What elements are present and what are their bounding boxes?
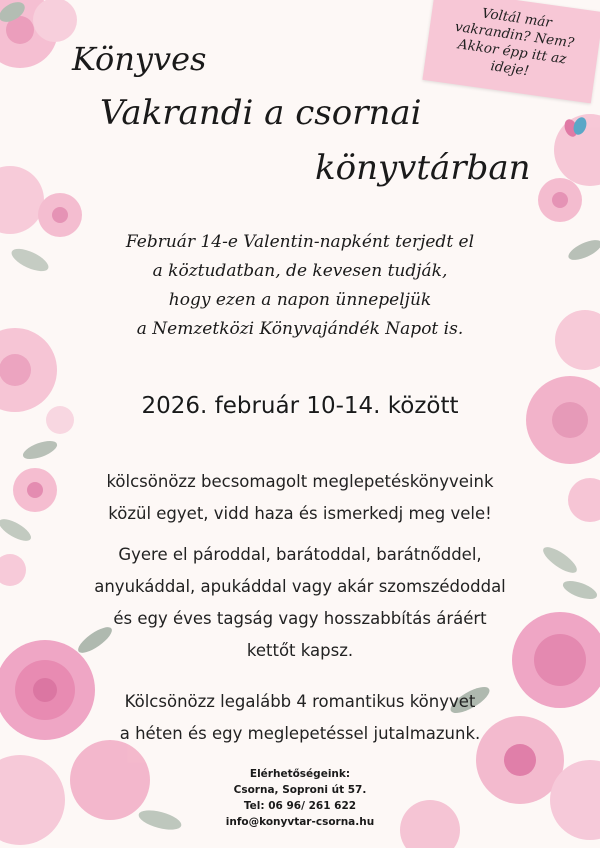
title-line-2: Vakrandi a csornai xyxy=(100,93,422,133)
sticky-note-text: Voltál már vakrandin? Nem? Akkor épp itt az ideje! xyxy=(453,5,576,80)
contact-block xyxy=(0,766,600,830)
title-line-3: könyvtárban xyxy=(315,148,531,188)
flower-right-middle xyxy=(526,310,600,577)
paragraph-reward: Kölcsönözz legalább 4 romantikus könyvet a héten és egy meglepetéssel jutalmazunk. xyxy=(119,692,481,743)
event-date: 2026. február 10-14. között xyxy=(141,393,459,419)
flower-top-left xyxy=(0,0,77,68)
intro-text: Február 14-e Valentin-napként terjedt el a köztudatban, de kevesen tudják, hogy ezen a napon ünnepeljük a Nemzetközi Könyvajándék Napot is. xyxy=(125,232,475,339)
flower-top-right xyxy=(538,114,600,264)
contact-address: Csorna, Soproni út 57. xyxy=(233,784,367,796)
paragraph-membership: Gyere el pároddal, barátoddal, barátnőddel, anyukáddal, apukáddal vagy akár szomszédoddal és egy éves tagság vagy hosszabbítás áráért kettőt kapsz. xyxy=(94,545,506,660)
contact-phone: Tel: 06 96/ 261 622 xyxy=(243,800,357,812)
title-line-1: Könyves xyxy=(72,40,207,78)
paragraph-borrow: kölcsönözz becsomagolt meglepetéskönyveink közül egyet, vidd haza és ismerkedj meg vele! xyxy=(106,472,494,523)
contact-heading: Elérhetőségeink: xyxy=(249,768,351,780)
contact-email: info@konyvtar-csorna.hu xyxy=(225,816,375,828)
